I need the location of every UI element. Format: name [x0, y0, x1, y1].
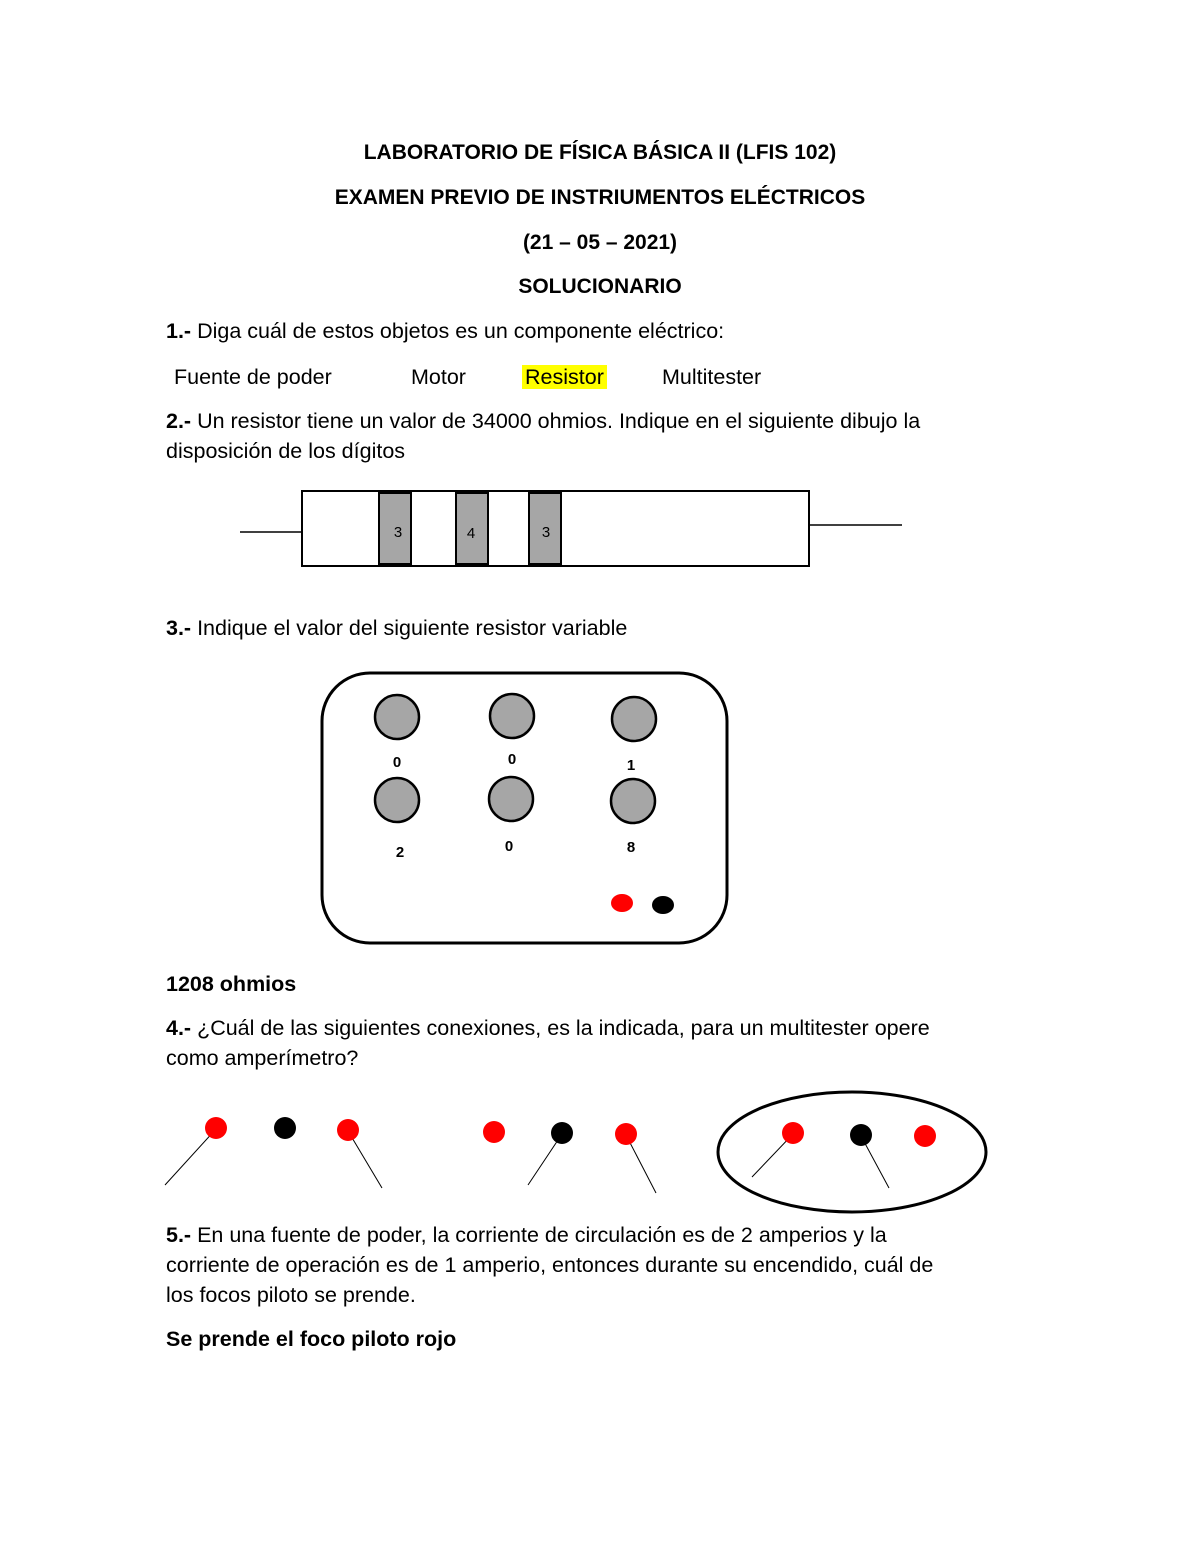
q3-number: 3.- [166, 616, 192, 640]
answer-circle [718, 1092, 986, 1212]
terminal-red-1a [205, 1117, 227, 1139]
knob-3-label: 1 [626, 757, 636, 774]
terminal-red [611, 894, 633, 912]
terminal-red-1b [337, 1119, 359, 1141]
knob-1-label: 0 [392, 754, 402, 771]
knob-4 [375, 778, 419, 822]
terminal-black-3 [850, 1124, 872, 1146]
resistor-band-3-label: 3 [541, 524, 551, 541]
q4-text-line1 [166, 1013, 930, 1043]
knob-6 [611, 779, 655, 823]
q5-question: En una fuente de poder, la corriente de circulación es de 2 amperios y la [191, 1223, 887, 1247]
terminal-red-3b [914, 1125, 936, 1147]
resistor-band-2-label: 4 [466, 525, 476, 542]
q1-option-4: Multitester [662, 365, 762, 389]
q4-question: ¿Cuál de las siguientes conexiones, es la indicada, para un multitester opere [191, 1016, 930, 1040]
knob-5 [489, 777, 533, 821]
q3-question: Indique el valor del siguiente resistor variable [191, 616, 628, 640]
variable-resistor-diagram [322, 673, 727, 943]
q4-number: 4.- [166, 1016, 192, 1040]
connection-option-1 [165, 1117, 382, 1188]
q2-number: 2.- [166, 409, 192, 433]
q2-text-line2: disposición de los dígitos [166, 439, 406, 463]
q5-answer: Se prende el foco piloto rojo [166, 1327, 457, 1351]
q2-question: Un resistor tiene un valor de 34000 ohmios. Indique en el siguiente dibujo la [191, 409, 921, 433]
terminal-red-2a [483, 1121, 505, 1143]
terminal-black [652, 896, 674, 914]
header-subtitle: SOLUCIONARIO [518, 275, 682, 298]
resistor-band-1-label: 3 [393, 524, 403, 541]
connection-option-3-answer [718, 1092, 986, 1212]
q1-highlighted-answer: Resistor [522, 365, 607, 389]
q5-number: 5.- [166, 1223, 192, 1247]
connection-option-2 [483, 1121, 656, 1193]
resistor-diagram [240, 491, 902, 566]
q3-text [166, 613, 627, 643]
knob-1 [375, 695, 419, 739]
terminal-black-2 [551, 1122, 573, 1144]
q5-text-line2: corriente de operación es de 1 amperio, entonces durante su encendido, cuál de [166, 1253, 934, 1277]
terminal-black-1 [274, 1117, 296, 1139]
q1-option-1: Fuente de poder [174, 365, 332, 389]
header-line2: EXAMEN PREVIO DE INSTRIUMENTOS ELÉCTRICOS [334, 186, 866, 209]
q1-number: 1.- [166, 319, 192, 343]
knob-2 [490, 694, 534, 738]
terminal-red-3a [782, 1122, 804, 1144]
knob-5-label: 0 [504, 838, 514, 855]
knob-4-label: 2 [395, 844, 405, 861]
header-line1: LABORATORIO DE FÍSICA BÁSICA II (LFIS 102) [363, 141, 837, 164]
knob-6-label: 8 [626, 839, 636, 856]
q3-answer: 1208 ohmios [166, 972, 297, 996]
q1-question: Diga cuál de estos objetos es un componente eléctrico: [191, 319, 725, 343]
q5-text-line1 [166, 1220, 887, 1250]
knob-2-label: 0 [507, 751, 517, 768]
terminal-red-2b [615, 1123, 637, 1145]
header-date: (21 – 05 – 2021) [522, 231, 678, 254]
knob-3 [612, 697, 656, 741]
q1-option-2: Motor [411, 365, 466, 389]
q4-text-line2: como amperímetro? [166, 1046, 359, 1070]
probe-wire-1a [165, 1129, 216, 1185]
q5-text-line3: los focos piloto se prende. [166, 1283, 416, 1307]
